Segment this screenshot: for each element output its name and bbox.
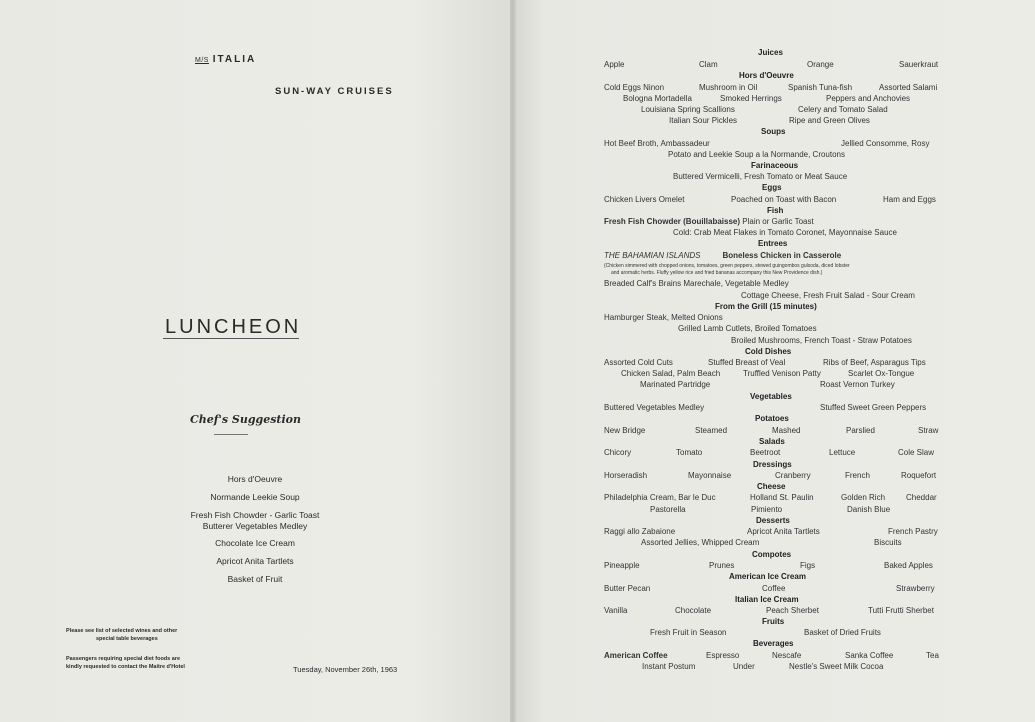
menu-item: Apple [604,60,625,69]
menu-item: Holland St. Paulin [750,493,814,502]
menu-item: Prunes [709,561,735,570]
menu-item: Hamburger Steak, Melted Onions [604,313,723,322]
section-salads: Salads [759,437,785,446]
page-fold [510,0,516,722]
wine-note-line: special table beverages [96,636,158,642]
menu-item: Lettuce [829,448,856,457]
section-dressings: Dressings [753,460,792,469]
suggestion-item: Apricot Anita Tartlets [216,556,294,566]
suggestion-item: Chocolate Ice Cream [215,538,295,548]
menu-item: Stuffed Breast of Veal [708,358,786,367]
section-grill: From the Grill (15 minutes) [715,302,817,311]
menu-item: Under [733,662,755,671]
section-farinaceous: Farinaceous [751,161,799,170]
wine-note-line: Please see list of selected wines and other [66,628,178,634]
title-underline [163,338,299,339]
menu-item: Figs [800,561,816,570]
section-desserts: Desserts [756,516,790,525]
featured-dish: Fresh Fish Chowder (Bouillabaisse) [604,217,741,226]
menu-item: Chicory [604,448,632,457]
section-cold: Cold Dishes [745,347,792,356]
menu-item: Louisiana Spring Scallions [641,105,735,114]
menu-item: Basket of Dried Fruits [804,628,881,637]
menu-item: Espresso [706,651,740,660]
ship-title: ITALIA [212,54,257,65]
menu-item: French [845,471,870,480]
diet-note-line: Passengers requiring special diet foods are [66,656,181,662]
menu-item: Parslied [846,426,875,435]
menu-item: Fresh Fruit in Season [650,628,727,637]
menu-item: Mushroom in Oil [699,83,758,92]
menu-item: Breaded Calf's Brains Marechale, Vegetable Medley [604,279,789,288]
menu-item: Bologna Mortadella [623,94,692,103]
section-american-ice-cream: American Ice Cream [729,572,806,581]
section-italian-ice-cream: Italian Ice Cream [735,595,799,604]
menu-item: Nestle's Sweet Milk Cocoa [789,662,884,671]
section-beverages: Beverages [753,639,794,648]
menu-item: Poached on Toast with Bacon [731,195,837,204]
menu-item: Chocolate [675,606,712,615]
menu-item: Mayonnaise [688,471,732,480]
menu-item: Philadelphia Cream, Bar le Duc [604,493,716,502]
wine-note [66,627,177,643]
featured-dish: Boneless Chicken in Casserole [722,251,842,260]
suggestion-item: Butterer Vegetables Medley [202,521,308,531]
section-potatoes: Potatoes [755,414,789,423]
menu-item: Pimiento [751,505,783,514]
menu-title: LUNCHEON [165,316,302,338]
dish-description: (Chicken simmered with chopped onions, tomatoes, green peppers, stewed guingombos gulsoda, diced lobster [604,263,850,269]
menu-item: Tea [926,651,939,660]
menu-item: Grilled Lamb Cutlets, Broiled Tomatoes [678,324,817,333]
menu-item: French Pastry [888,527,938,536]
ship-prefix: M/S [195,57,209,64]
menu-item: Apricot Anita Tartlets [747,527,820,536]
menu-item: Spanish Tuna-fish [788,83,853,92]
menu-item: Mashed [772,426,801,435]
menu-item: Ham and Eggs [883,195,936,204]
menu-item: Straw [918,426,939,435]
menu-item: American Coffee [604,651,668,660]
menu-item [604,217,814,226]
dish-option: Plain or Garlic Toast [742,217,814,226]
menu-item: Biscuits [874,538,902,547]
menu-item: Cold: Crab Meat Flakes in Tomato Coronet, Mayonnaise Sauce [673,228,897,237]
menu-item: Strawberry [896,584,935,593]
menu-item: Hot Beef Broth, Ambassadeur [604,139,710,148]
menu-item: Ripe and Green Olives [789,116,870,125]
section-fish: Fish [767,206,784,215]
menu-item: Celery and Tomato Salad [798,105,888,114]
suggestion-item: Normande Leekie Soup [210,492,300,502]
menu-item: Peppers and Anchovies [826,94,911,103]
menu-item: Danish Blue [847,505,891,514]
diet-note-line: kindly requested to contact the Maitre d'Hotel [66,664,185,670]
menu-item: Truffled Venison Patty [743,369,821,378]
left-page [0,0,513,722]
ship-name [195,54,256,65]
menu-item: Ribs of Beef, Asparagus Tips [823,358,926,367]
menu-item: Nescafe [772,651,802,660]
menu-item: Stuffed Sweet Green Peppers [820,403,927,412]
menu-item: Roast Vernon Turkey [820,380,895,389]
section-vegetables: Vegetables [750,392,792,401]
menu-item [604,251,841,260]
section-compotes: Compotes [752,550,792,559]
menu-item: Tomato [676,448,703,457]
suggestion-item: Basket of Fruit [227,574,283,584]
menu-item: Smoked Herrings [720,94,782,103]
diet-note [66,655,185,671]
section-hors: Hors d'Oeuvre [739,71,794,80]
menu-item: Peach Sherbet [766,606,819,615]
menu-item: Cole Slaw [898,448,935,457]
menu-item: Chicken Salad, Palm Beach [621,369,721,378]
chef-heading: Chef's Suggestion [190,413,301,426]
dish-description: and aromatic herbs. Fluffy yellow rice and fried bananas accompany this New Providence dish.) [611,270,823,276]
menu-item: Assorted Salami [879,83,938,92]
menu-item: Italian Sour Pickles [669,116,738,125]
menu-item: Buttered Vegetables Medley [604,403,705,412]
menu-item: Chicken Livers Omelet [604,195,685,204]
cruise-line: SUN-WAY CRUISES [275,86,394,97]
section-cheese: Cheese [757,482,786,491]
menu-item: Baked Apples [884,561,933,570]
menu-item: Vanilla [604,606,628,615]
chef-underline [214,434,248,435]
menu-item: Assorted Jellies, Whipped Cream [641,538,760,547]
suggestion-item: Fresh Fish Chowder - Garlic Toast [190,510,320,520]
section-fruits: Fruits [762,617,785,626]
menu-item: Instant Postum [642,662,696,671]
menu-item: Butter Pecan [604,584,651,593]
menu-item: Potato and Leekie Soup a la Normande, Croutons [668,150,846,159]
menu-item: Marinated Partridge [640,380,711,389]
menu-item: Cold Eggs Ninon [604,83,665,92]
menu-item: New Bridge [604,426,646,435]
menu-item: Coffee [762,584,786,593]
menu-item: Sauerkraut [899,60,939,69]
menu-item: Cheddar [906,493,937,502]
menu-item: Pastorella [650,505,686,514]
menu-item: Roquefort [901,471,937,480]
menu-item: Assorted Cold Cuts [604,358,673,367]
menu-item: Raggi allo Zabaione [604,527,676,536]
menu-item: Broiled Mushrooms, French Toast - Straw Potatoes [731,336,912,345]
right-page [513,0,1035,722]
section-eggs: Eggs [762,183,782,192]
menu-item: Jellied Consomme, Rosy [841,139,930,148]
menu-item: Scarlet Ox-Tongue [848,369,915,378]
menu-date: Tuesday, November 26th, 1963 [293,665,398,674]
menu-item: Beetroot [750,448,781,457]
menu-item: Tutti Frutti Sherbet [868,606,934,615]
section-juices: Juices [758,48,783,57]
section-entrees: Entrees [758,239,788,248]
menu-item: Orange [807,60,834,69]
menu-item: Sanka Coffee [845,651,894,660]
menu-item: Steamed [695,426,728,435]
menu-item: Horseradish [604,471,648,480]
section-soups: Soups [761,127,786,136]
suggestion-item: Hors d'Oeuvre [227,474,283,484]
menu-item: Buttered Vermicelli, Fresh Tomato or Meat Sauce [673,172,848,181]
theme-label: THE BAHAMIAN ISLANDS [604,251,701,260]
menu-item: Golden Rich [841,493,886,502]
menu-item: Cottage Cheese, Fresh Fruit Salad - Sour Cream [741,291,915,300]
menu-item: Cranberry [775,471,811,480]
menu-item: Pineapple [604,561,640,570]
menu-item: Clam [699,60,718,69]
